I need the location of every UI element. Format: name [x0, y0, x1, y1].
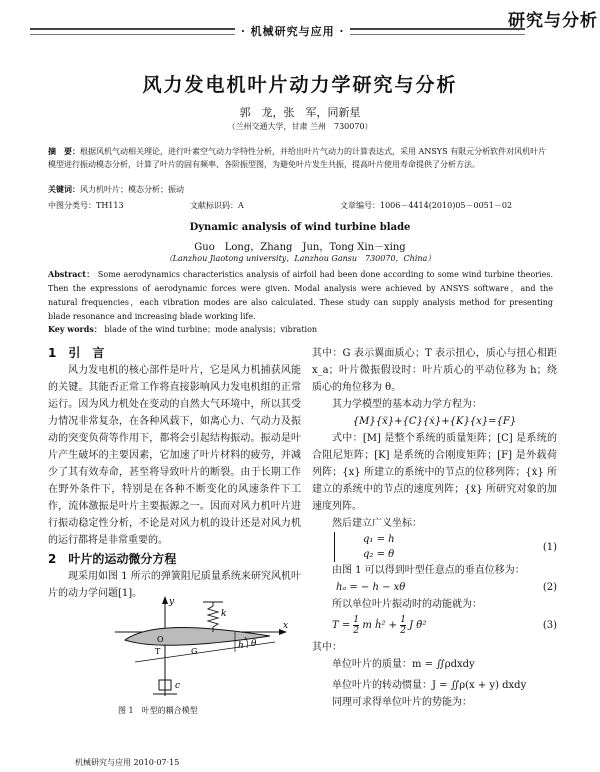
y-arrow: [162, 596, 168, 604]
eq-number-1: (1): [542, 542, 557, 553]
right-para-5: 由图 1 可以得到叶型任意点的垂直位移为：: [332, 565, 525, 576]
eq3-m-term: m ḣ² +: [362, 620, 401, 631]
right-column: [312, 345, 557, 711]
affiliation: （兰州交通大学，甘肃 兰州 730070）: [227, 122, 373, 131]
section-2-title: 2 叶片的运动微分方程: [48, 552, 177, 566]
right-para-8: 同理可求得单位叶片的势能为：: [332, 697, 472, 708]
paper-title: 风力发电机叶片动力学研究与分析: [142, 74, 458, 96]
fig-label-o: O: [157, 635, 164, 644]
journal-section: · 机械研究与应用 ·: [235, 23, 350, 39]
equation-2: [312, 579, 557, 596]
english-keywords: [48, 324, 317, 335]
section-1-title: 1 引 言: [48, 346, 105, 360]
eq3-frac-2: [400, 615, 406, 636]
gen-coord-2: q₂ = θ: [363, 549, 395, 560]
page-footer: 机械研究与应用 2010·07·15: [75, 758, 180, 767]
figure-1-caption: 图 1 叶型的耦合模型: [118, 706, 198, 715]
fig-label-c: c: [175, 681, 181, 691]
eq-number-2: (2): [542, 582, 557, 593]
section-2-body: 现采用如图 1 所示的弹簧阻尼质量系统来研究风机叶片的动力学问题[1]。: [48, 571, 301, 599]
equation-2-text: hₐ = − h − xθ: [336, 582, 406, 593]
fig-label-theta: θ: [251, 639, 257, 649]
english-affiliation: （Lanzhou Jiaotong university，Lanzhou Gansu 730070，China）: [164, 254, 436, 263]
eq3-frac-2-den: 2: [400, 626, 406, 636]
authors: 郭 龙，张 军，同新星: [239, 106, 361, 119]
eq3-frac-1-num: 1: [353, 615, 360, 625]
eq3-frac-1-den: 2: [353, 626, 360, 636]
eq3-lhs: T =: [332, 620, 354, 631]
keywords-cn: [48, 184, 184, 195]
section-1-body: 风力发电机的核心部件是叶片，它是风力机捕获风能的关键。其能否正常工作将直接影响风力发电机组的正常运行。因为风力机处在变动的自然大气环境中，所以其受力情况非常复杂，在各种风载下，如离心力、气动力及振动的突变负荷等作用下，都将会引起结构振动。振动是叶片产生破坏的主要因素，它加速了叶片材料的疲劳，并减少了其有效寿命，甚至将导致叶片的断裂。由于长期工作在野外条件下，特别是在各种不断变化的风速条件下工作，流体激振是叶片主要振源之一。因而对风力机叶片进行振动稳定性分析，不论是对风力机的设计还是对风力机的运行都将是非常重要的。: [48, 365, 301, 546]
right-para-2: 其力学模型的基本动力学方程为：: [332, 399, 482, 410]
english-keywords-label: Key words：: [48, 324, 102, 334]
right-para-6: 所以单位叶片振动时的动能就为：: [332, 599, 482, 610]
eq-number-3: (3): [542, 620, 557, 631]
fig-label-t: T: [155, 647, 161, 656]
abstract-cn-text: 根据风机气动相关理论，进行叶素空气动力学特性分析，并给出叶片气动力的计算表达式，采用 ANSYS 有限元分析软件对风机叶片模型进行振动模态分析，计算了叶片的固有频率、各阶振型图，为避免叶片发生共振，提高叶片使用寿命提供了分析方法。: [48, 147, 547, 169]
spring-k: [208, 602, 218, 632]
right-para-3: 式中：[M] 是整个系统的质量矩阵；[C] 是系统的合阻尼矩阵；[K] 是系统的合刚度矩阵；[F] 是外载荷列阵；{x} 所建立的系统中的节点的位移列阵；{ẋ} 所建立的系统中的节点的速度列阵；{ẍ} 所研究对象的加速度列阵。: [312, 433, 557, 512]
keywords-cn-label: 关键词：: [48, 184, 80, 194]
mass-definition: 单位叶片的质量：m = ∬ρdxdy: [332, 659, 475, 670]
clc-number: 中图分类号：TH113: [48, 201, 124, 210]
english-keywords-text: blade of the wind turbine；mode analysis；vibration: [104, 325, 318, 334]
airfoil-shape: [125, 628, 270, 646]
figure-1-diagram: [95, 592, 295, 700]
right-para-7: 其中：: [312, 642, 342, 653]
keywords-cn-text: 风力机叶片；模态分析；振动: [80, 185, 184, 194]
abstract-cn: [48, 145, 553, 171]
english-authors: Guo Long，Zhang Jun，Tong Xin－xing: [194, 242, 406, 253]
equation-3: [312, 613, 557, 639]
fig-label-y: y: [169, 597, 175, 607]
abstract-cn-label: 摘 要：: [48, 146, 80, 156]
gen-coord-1: q₁ = h: [363, 534, 395, 545]
fig-label-x: x: [283, 621, 289, 631]
english-abstract-text: Some aerodynamics characteristics analysis of airfoil had been done according to some wind turbine theories. Then the expressions of aerodynamic forces were given. Modal analysis were achieved by ANSYS software，and the natural frequencies，each vibration modes are also calculated. These study can supply analysis method for presenting blade resonance and increasing blade working life.: [48, 270, 553, 321]
fig-label-g: G: [191, 647, 198, 656]
eq3-frac-2-num: 1: [400, 615, 406, 625]
inertia-definition: 单位叶片的转动惯量：J = ∬ρ(x + y) dxdy: [332, 680, 527, 691]
english-abstract: [48, 267, 553, 324]
generalized-coords: [334, 532, 557, 562]
fig-label-h: h: [238, 641, 244, 651]
document-code: 文献标识码：A: [190, 201, 244, 210]
right-para-1: 其中：G 表示翼面质心；T 表示扭心，质心与扭心相距 x_a；叶片微振假设时：叶片质心的平动位移为 h；绕质心的角位移为 θ。: [312, 348, 557, 393]
english-abstract-label: Abstract：: [48, 269, 95, 279]
right-para-4: 然后建立广义坐标：: [332, 518, 422, 529]
eq3-frac-1: [353, 615, 359, 636]
eq3-j-term: J θ̇²: [409, 620, 427, 631]
fig-label-k: k: [221, 609, 227, 619]
column-brand: 研究与分析: [508, 11, 598, 31]
article-id: 文章编号：1006－4414(2010)05－0051－02: [340, 201, 513, 210]
equation-motion: {M}{ẍ}+{C}{ẋ}+{K}{x}={F}: [352, 416, 517, 427]
english-title: Dynamic analysis of wind turbine blade: [189, 222, 411, 233]
left-column: [48, 345, 301, 602]
